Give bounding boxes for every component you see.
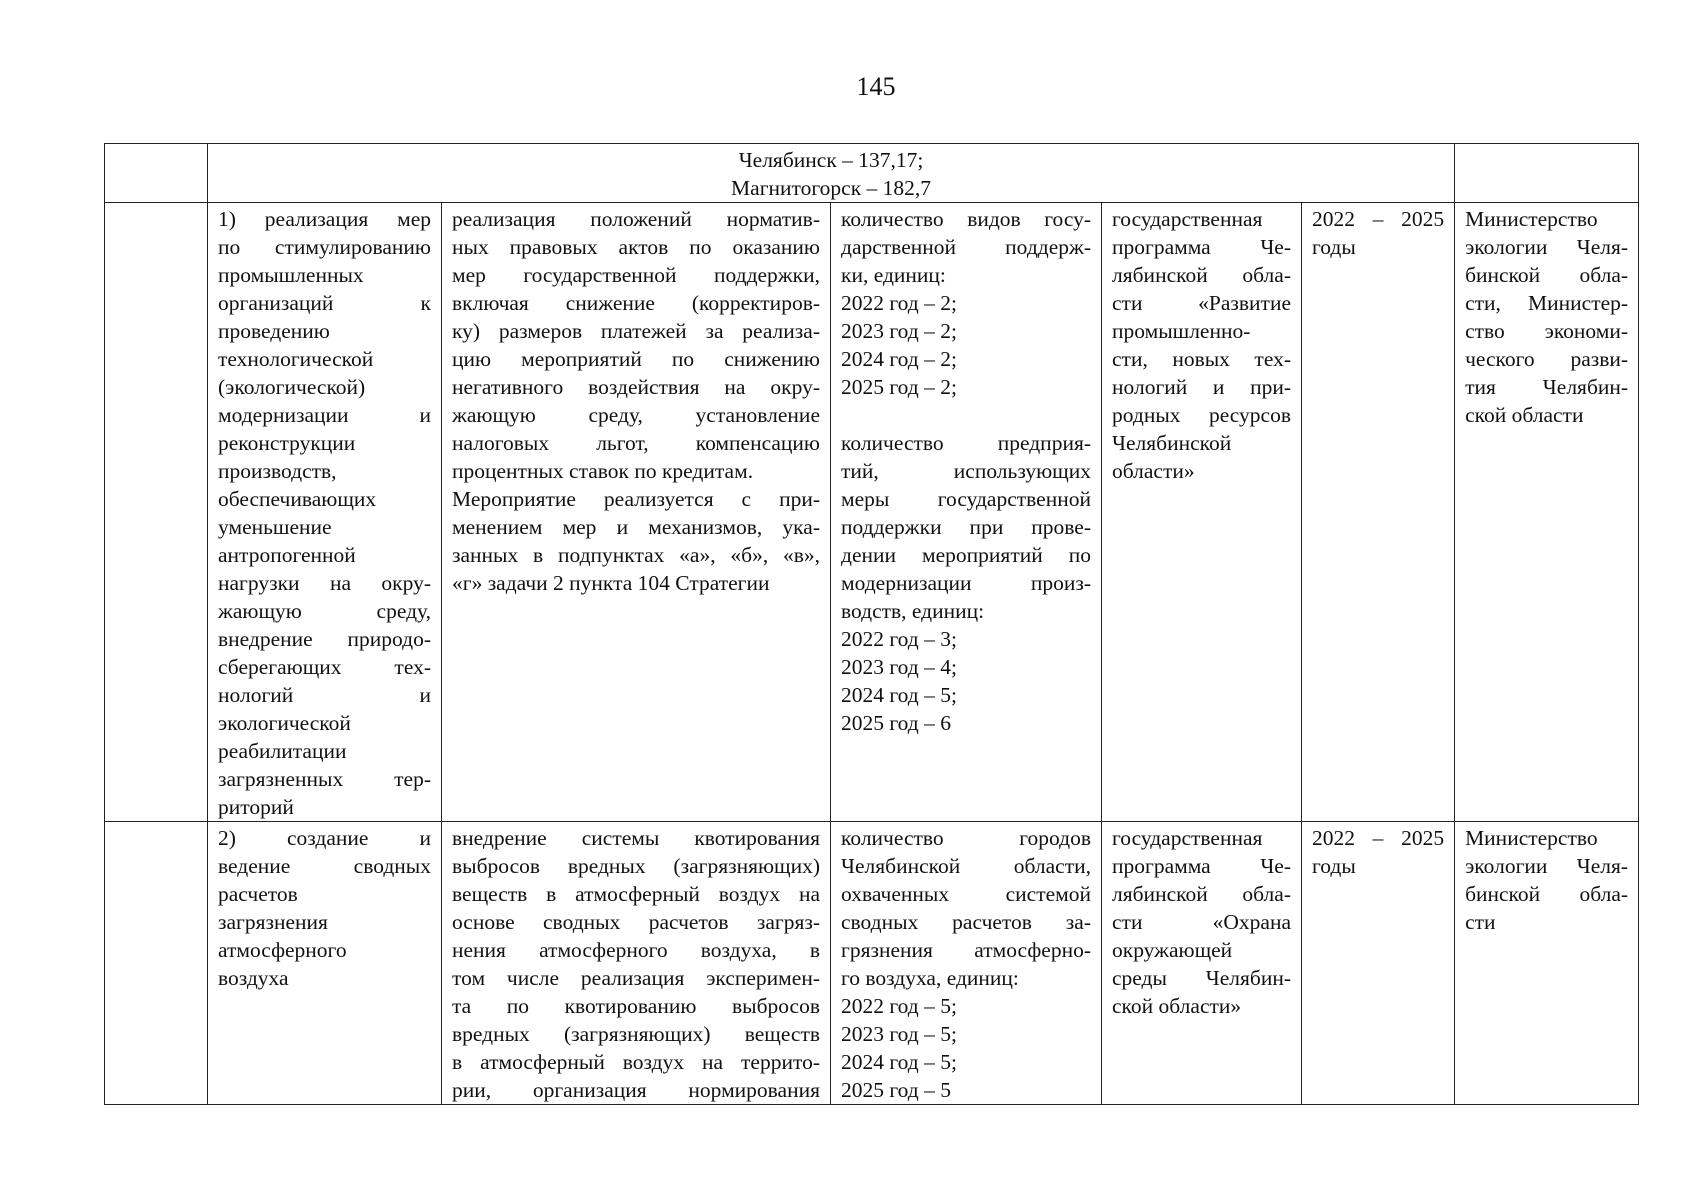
cell-line: ных правовых актов по оказанию [452, 235, 820, 259]
cell-line: среды Челябин- [1112, 966, 1291, 990]
cell-line: нения атмосферного воздуха, в [452, 938, 820, 962]
cell-line: лябинской обла- [1112, 882, 1291, 906]
measures-table [104, 143, 1639, 1105]
cell-term [1302, 203, 1455, 822]
cell-line: риторий [218, 795, 294, 819]
cell-line: воздуха [218, 966, 289, 990]
cell-line: 2) создание и [218, 826, 431, 850]
cell-line: количество видов госу- [841, 207, 1091, 231]
cell-program [1102, 203, 1302, 822]
cell-line [841, 401, 1091, 429]
cell-measure [208, 203, 442, 822]
cell-number [105, 822, 208, 1105]
cell-line: экологической [218, 711, 351, 735]
cell-line: Мероприятие реализуется с при- [452, 487, 820, 511]
cell-line: процентных ставок по кредитам. [452, 459, 754, 483]
cell-line: государственная [1112, 826, 1263, 850]
cell-line: 2025 год – 6 [841, 711, 951, 735]
cell-line: сти, Министер- [1465, 291, 1629, 315]
cell-line: уменьшение [218, 515, 332, 539]
cell-measure [208, 822, 442, 1105]
cell-empty [1455, 144, 1639, 203]
cell-line: внедрение природо- [218, 627, 431, 651]
table-row-indicator-values [105, 144, 1639, 203]
cell-line: модернизации и [218, 403, 431, 427]
cell-mechanism [442, 203, 831, 822]
cell-line: сберегающих тех- [218, 655, 431, 679]
cell-line: 2025 год – 5 [841, 1078, 951, 1102]
cell-line: 2022 год – 5; [841, 994, 957, 1018]
cell-line: ской области [1465, 403, 1584, 427]
cell-line: загрязнения [218, 910, 328, 934]
cell-line: дении мероприятий по [841, 543, 1091, 567]
cell-line: рии, организация нормирования [452, 1078, 820, 1102]
cell-line: дарственной поддерж- [841, 235, 1091, 259]
cell-line: области» [1112, 459, 1195, 483]
cell-line: окружающей [1112, 938, 1233, 962]
cell-line: годы [1312, 235, 1356, 259]
city-value-line: Магнитогорск – 182,7 [731, 176, 932, 200]
cell-line: 2022 – 2025 [1312, 826, 1445, 850]
cell-line: модернизации произ- [841, 571, 1091, 595]
cell-line: программа Че- [1112, 854, 1291, 878]
table-row [105, 203, 1639, 822]
cell-line: ческого разви- [1465, 347, 1629, 371]
cell-line: реабилитации [218, 739, 347, 763]
cell-line: ство экономи- [1465, 319, 1629, 343]
cell-line: 2022 год – 2; [841, 291, 957, 315]
cell-line: ведение сводных [218, 854, 431, 878]
cell-executor [1455, 822, 1639, 1105]
cell-line: проведению [218, 319, 330, 343]
cell-mechanism [442, 822, 831, 1105]
cell-line: нологий и [218, 683, 431, 707]
cell-line: годы [1312, 854, 1356, 878]
cell-term [1302, 822, 1455, 1105]
page-number: 145 [856, 72, 896, 101]
cell-line: сводных расчетов за- [841, 910, 1091, 934]
cell-line: 2024 год – 5; [841, 683, 957, 707]
cell-indicator [831, 822, 1102, 1105]
cell-line: грязнения атмосферно- [841, 938, 1091, 962]
cell-line: сти «Развитие [1112, 291, 1291, 315]
cell-line: тий, использующих [841, 459, 1091, 483]
cell-line: ку) размеров платежей за реализа- [452, 319, 820, 343]
cell-line: 2023 год – 2; [841, 319, 957, 343]
cell-line: нагрузки на окру- [218, 571, 431, 595]
cell-line: экологии Челя- [1465, 854, 1629, 878]
cell-line: водств, единиц: [841, 599, 985, 623]
cell-line: тия Челябин- [1465, 375, 1629, 399]
cell-line: цию мероприятий по снижению [452, 347, 820, 371]
table-row [105, 822, 1639, 1105]
cell-line: (экологической) [218, 375, 366, 399]
cell-line: промышленных [218, 263, 364, 287]
cell-line: жающую среду, [218, 599, 431, 623]
cell-line: сти [1465, 910, 1496, 934]
cell-line: вредных (загрязняющих) веществ [452, 1022, 820, 1046]
cell-line: технологической [218, 347, 374, 371]
cell-line: реализация положений норматив- [452, 207, 820, 231]
cell-line: менением мер и механизмов, ука- [452, 515, 820, 539]
cell-line: веществ в атмосферный воздух на [452, 882, 820, 906]
cell-line: 2024 год – 2; [841, 347, 957, 371]
cell-line: включая снижение (корректиров- [452, 291, 820, 315]
cell-line: сти, новых тех- [1112, 347, 1291, 371]
cell-line: том числе реализация эксперимен- [452, 966, 820, 990]
cell-line: лябинской обла- [1112, 263, 1291, 287]
cell-line: программа Че- [1112, 235, 1291, 259]
cell-line: Челябинской [1112, 431, 1232, 455]
cell-line: жающую среду, установление [452, 403, 820, 427]
cell-line: поддержки при прове- [841, 515, 1091, 539]
cell-line: количество предприя- [841, 431, 1091, 455]
cell-line: бинской обла- [1465, 882, 1629, 906]
cell-executor [1455, 203, 1639, 822]
cell-line: ской области» [1112, 994, 1242, 1018]
cell-number-empty [105, 144, 208, 203]
cell-line: производств, [218, 459, 337, 483]
cell-line: бинской обла- [1465, 263, 1629, 287]
cell-line: мер государственной поддержки, [452, 263, 820, 287]
cell-line: обеспечивающих [218, 487, 377, 511]
cell-indicator [831, 203, 1102, 822]
cell-line: государственная [1112, 207, 1263, 231]
cell-line: налоговых льгот, компенсацию [452, 431, 820, 455]
cell-line: 2025 год – 2; [841, 375, 957, 399]
cell-line: «г» задачи 2 пункта 104 Стратегии [452, 571, 770, 595]
cell-line: 2022 год – 3; [841, 627, 957, 651]
cell-line: внедрение системы квотирования [452, 826, 820, 850]
city-value-line: Челябинск – 137,17; [738, 148, 924, 172]
cell-line: ки, единиц: [841, 263, 946, 287]
cell-line: 2023 год – 5; [841, 1022, 957, 1046]
cell-line: родных ресурсов [1112, 403, 1291, 427]
cell-program [1102, 822, 1302, 1105]
cell-line: загрязненных тер- [218, 767, 431, 791]
cell-line: Челябинской области, [841, 854, 1091, 878]
cell-line: 2022 – 2025 [1312, 207, 1445, 231]
cell-line: 2023 год – 4; [841, 655, 957, 679]
cell-line: сти «Охрана [1112, 910, 1291, 934]
cell-line: количество городов [841, 826, 1091, 850]
cell-line: Министерство [1465, 207, 1598, 231]
cell-line: 1) реализация мер [218, 207, 431, 231]
cell-line: экологии Челя- [1465, 235, 1629, 259]
cell-line: нологий и при- [1112, 375, 1291, 399]
cell-line: выбросов вредных (загрязняющих) [452, 854, 820, 878]
cell-line: атмосферного [218, 938, 347, 962]
cell-line: расчетов [218, 882, 298, 906]
cell-line: меры государственной [841, 487, 1091, 511]
cell-line: Министерство [1465, 826, 1598, 850]
cell-line: промышленно- [1112, 319, 1251, 343]
cell-line: реконструкции [218, 431, 356, 455]
cell-line: негативного воздействия на окру- [452, 375, 820, 399]
cell-line: в атмосферный воздух на террито- [452, 1050, 820, 1074]
cell-line: 2024 год – 5; [841, 1050, 957, 1074]
cell-city-values [208, 144, 1455, 203]
cell-line: по стимулированию [218, 235, 431, 259]
cell-line: антропогенной [218, 543, 356, 567]
cell-line: та по квотированию выбросов [452, 994, 820, 1018]
cell-number [105, 203, 208, 822]
cell-line: го воздуха, единиц: [841, 966, 1019, 990]
cell-line: основе сводных расчетов загряз- [452, 910, 820, 934]
cell-line: охваченных системой [841, 882, 1091, 906]
cell-line: организаций к [218, 291, 431, 315]
cell-line: занных в подпунктах «а», «б», «в», [452, 543, 820, 567]
